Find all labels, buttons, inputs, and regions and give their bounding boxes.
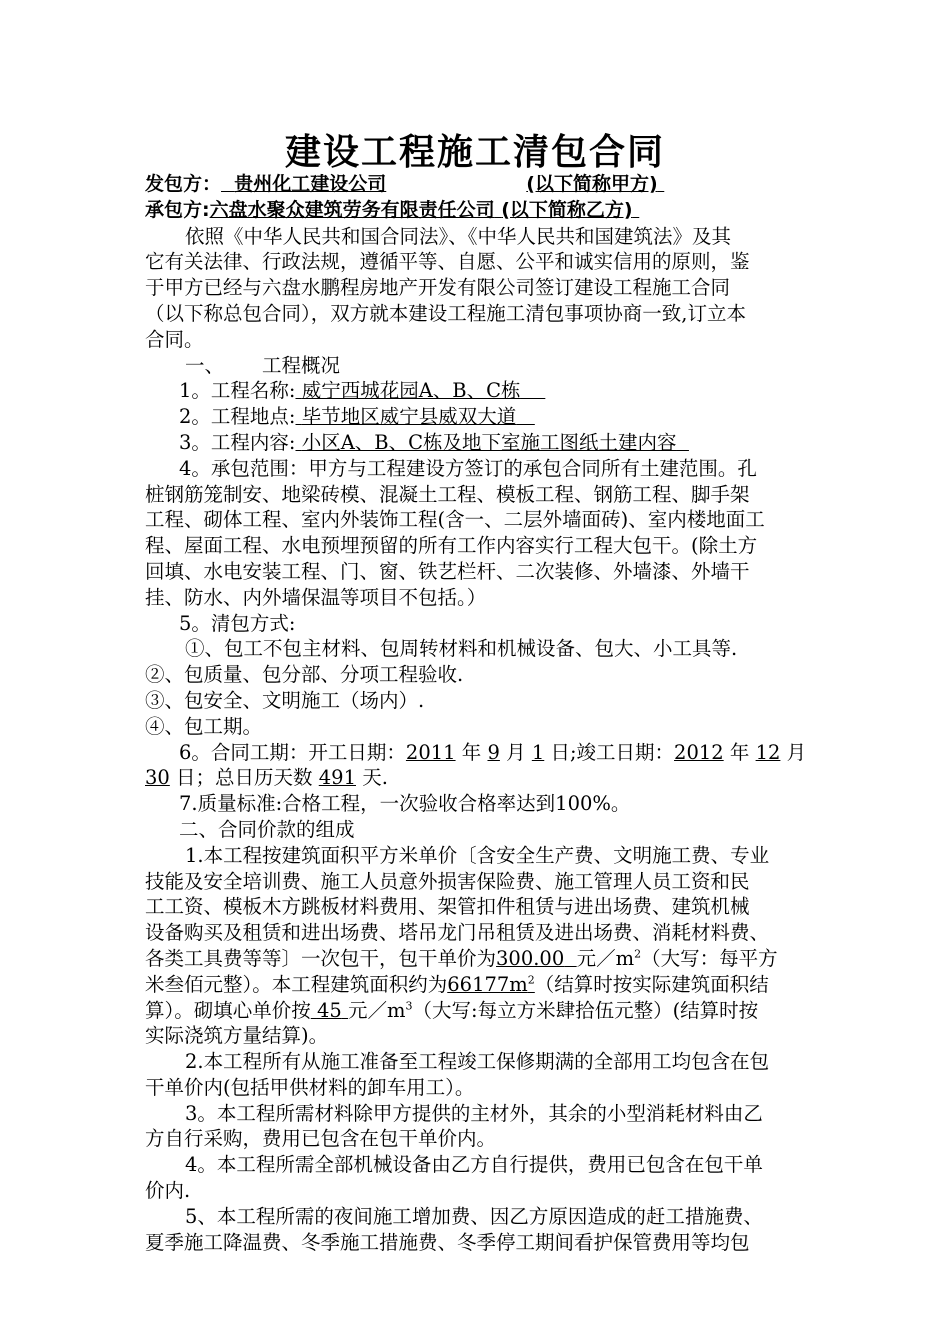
scope-line: 桩钢筋笼制安、地梁砖模、混凝土工程、模板工程、钢筋工程、脚手架 xyxy=(145,482,750,506)
start-year: 2011 xyxy=(405,740,456,764)
preamble-line: （以下称总包合同），双方就本建设工程施工清包事项协商一致,订立本 xyxy=(145,301,746,325)
party-a-line xyxy=(145,172,865,198)
total-days-suffix: 天. xyxy=(362,766,388,790)
price-paragraph-line xyxy=(145,998,865,1024)
end-month: 12 xyxy=(755,740,781,764)
item-project-name xyxy=(145,378,865,404)
equipment-paragraph-line: 价内. xyxy=(145,1179,191,1203)
area-text: 米叁佰元整）。本工程建筑面积约为 xyxy=(145,972,448,996)
building-area: 66177m xyxy=(447,972,528,996)
end-year: 2012 xyxy=(674,740,724,764)
start-month: 9 xyxy=(487,740,500,764)
section1-number: 一、 xyxy=(185,353,225,377)
period-prefix: 6。合同工期：开工日期： xyxy=(179,740,406,764)
project-location-value: 毕节地区威宁县威双大道 xyxy=(301,405,517,429)
project-content-label: 3。工程内容: xyxy=(179,430,296,454)
end-day: 30 xyxy=(145,766,170,790)
unit-price: 300.00 xyxy=(496,946,565,970)
contract-period-line xyxy=(145,765,865,791)
project-name-value: 威宁西城花园A、B、C栋 xyxy=(301,379,521,403)
contract-mode-heading: 5。清包方式: xyxy=(179,611,296,635)
contract-mode-item: ④、包工期。 xyxy=(145,714,263,738)
day-separator: 日;竣工日期： xyxy=(550,740,675,764)
party-b-line xyxy=(145,198,865,224)
preamble-line: 依照《中华人民共和国合同法》、《中华人民共和国建筑法》及其 xyxy=(185,224,732,248)
project-location-value-field xyxy=(295,405,534,428)
item-project-location xyxy=(145,404,865,430)
price-paragraph-line: 1.本工程按建筑面积平方米单价〔含安全生产费、文明施工费、专业 xyxy=(185,843,770,867)
party-a-note: (以下简称甲方) xyxy=(526,173,658,195)
contract-mode-item: ②、包质量、包分部、分项工程验收. xyxy=(145,663,464,687)
item-project-content xyxy=(145,430,865,456)
month-char: 月 xyxy=(786,740,807,764)
preamble-line: 于甲方已经与六盘水鹏程房地产开发有限公司签订建设工程施工合同 xyxy=(145,276,731,300)
party-b-note: (以下简称乙方) xyxy=(501,198,633,221)
start-day: 1 xyxy=(531,740,545,764)
unit-sqm: 元／m xyxy=(576,946,635,970)
project-content-value-field xyxy=(295,431,688,454)
materials-paragraph-line: 方自行采购，费用已包含在包干单价内。 xyxy=(145,1127,497,1151)
party-a-name-field xyxy=(221,173,664,195)
price-paragraph-line xyxy=(145,946,865,972)
contract-title: 建设工程施工清包合同 xyxy=(284,132,665,173)
scope-line: 4。承包范围：甲方与工程建设方签订的承包合同所有土建范围。孔 xyxy=(179,456,757,480)
contract-mode-item: ①、包工不包主材料、包周转材料和机械设备、包大、小工具等. xyxy=(185,637,738,661)
scope-line: 回填、水电安装工程、门、窗、铁艺栏杆、二次装修、外墙漆、外墙干 xyxy=(145,559,750,583)
unit-cubic: 元／m xyxy=(348,998,406,1022)
party-b-name: 六盘水聚众建筑劳务有限责任公司 xyxy=(209,198,495,221)
party-b-name-field xyxy=(210,199,640,221)
equipment-paragraph-line: 4。本工程所需全部机械设备由乙方自行提供，费用已包含在包干单 xyxy=(185,1153,763,1177)
contract-body xyxy=(145,172,865,1255)
party-b-label: 承包方: xyxy=(145,198,210,221)
unit-price-text: 各类工具费等等〕一次包干，包干单价为 xyxy=(145,946,497,970)
fill-price: 45 xyxy=(316,998,342,1022)
fill-price-field xyxy=(311,999,348,1022)
price-paragraph-line: 实际浇筑方量结算)。 xyxy=(145,1024,329,1048)
quality-standard: 7.质量标准:合格工程，一次验收合格率达到100%。 xyxy=(179,792,631,816)
contract-mode-item: ③、包安全、文明施工（场内）. xyxy=(145,688,425,712)
month-char: 月 xyxy=(506,740,526,764)
price-paragraph-line: 技能及安全培训费、施工人员意外损害保险费、施工管理人员工资和民 xyxy=(145,869,750,893)
building-area-field xyxy=(447,973,535,996)
preamble-line: 它有关法律、行政法规，遵循平等、自愿、公平和诚实信用的原则，鉴 xyxy=(145,250,750,274)
labor-paragraph-line: 干单价内(包括甲供材料的卸车用工）。 xyxy=(145,1075,475,1099)
scope-line: 挂、防水、内外墙保温等项目不包括。） xyxy=(145,585,487,609)
price-paragraph-line xyxy=(145,972,865,998)
contract-period-line xyxy=(145,740,865,766)
unit-price-words-text: （大写：每平方 xyxy=(641,946,778,970)
party-a-label: 发包方： xyxy=(145,173,222,195)
price-paragraph-line: 设备购买及租赁和进出场费、塔吊龙门吊租赁及进出场费、消耗材料费、 xyxy=(145,921,770,945)
materials-paragraph-line: 3。本工程所需材料除甲方提供的主材外，其余的小型消耗材料由乙 xyxy=(185,1101,763,1125)
section1-heading xyxy=(145,353,865,379)
scope-line: 工程、砌体工程、室内外装饰工程(含一、二层外墙面砖)、室内楼地面工 xyxy=(145,508,765,532)
year-char: 年 xyxy=(461,740,482,764)
section2-heading: 二、合同价款的组成 xyxy=(179,817,355,841)
preamble-line: 合同。 xyxy=(145,327,204,351)
superscript-3: 3 xyxy=(405,999,413,1012)
project-name-label: 1。工程名称: xyxy=(179,379,296,403)
party-a-name: 贵州化工建设公司 xyxy=(234,173,387,195)
price-paragraph-line: 工工资、模板木方跳板材料费用、架管扣件租赁与进出场费、建筑机械 xyxy=(145,895,750,919)
year-char: 年 xyxy=(729,740,750,764)
labor-paragraph-line: 2.本工程所有从施工准备至工程竣工保修期满的全部用工均包含在包 xyxy=(185,1050,770,1074)
superscript-2: 2 xyxy=(634,947,642,961)
extra-costs-paragraph-line: 夏季施工降温费、冬季施工措施费、冬季停工期间看护保管费用等均包 xyxy=(145,1230,750,1254)
section1-title: 工程概况 xyxy=(262,353,341,377)
project-location-label: 2。工程地点: xyxy=(179,405,296,429)
superscript-2: 2 xyxy=(527,973,535,987)
project-name-value-field xyxy=(295,379,545,402)
area-settlement-text: （结算时按实际建筑面积结 xyxy=(534,972,769,996)
scope-line: 程、屋面工程、水电预埋预留的所有工作内容实行工程大包干。(除土方 xyxy=(145,534,758,558)
project-content-value: 小区A、B、C栋及地下室施工图纸土建内容 xyxy=(301,430,677,454)
fill-price-words-text: （大写:每立方米肆拾伍元整）(结算时按 xyxy=(412,998,759,1022)
extra-costs-paragraph-line: 5、本工程所需的夜间施工增加费、因乙方原因造成的赶工措施费、 xyxy=(185,1204,763,1228)
unit-price-field xyxy=(496,947,577,970)
total-days: 491 xyxy=(318,766,356,790)
fill-price-text: 算）。砌填心单价按 xyxy=(145,998,311,1022)
total-days-label: 日；总日历天数 xyxy=(176,766,313,790)
